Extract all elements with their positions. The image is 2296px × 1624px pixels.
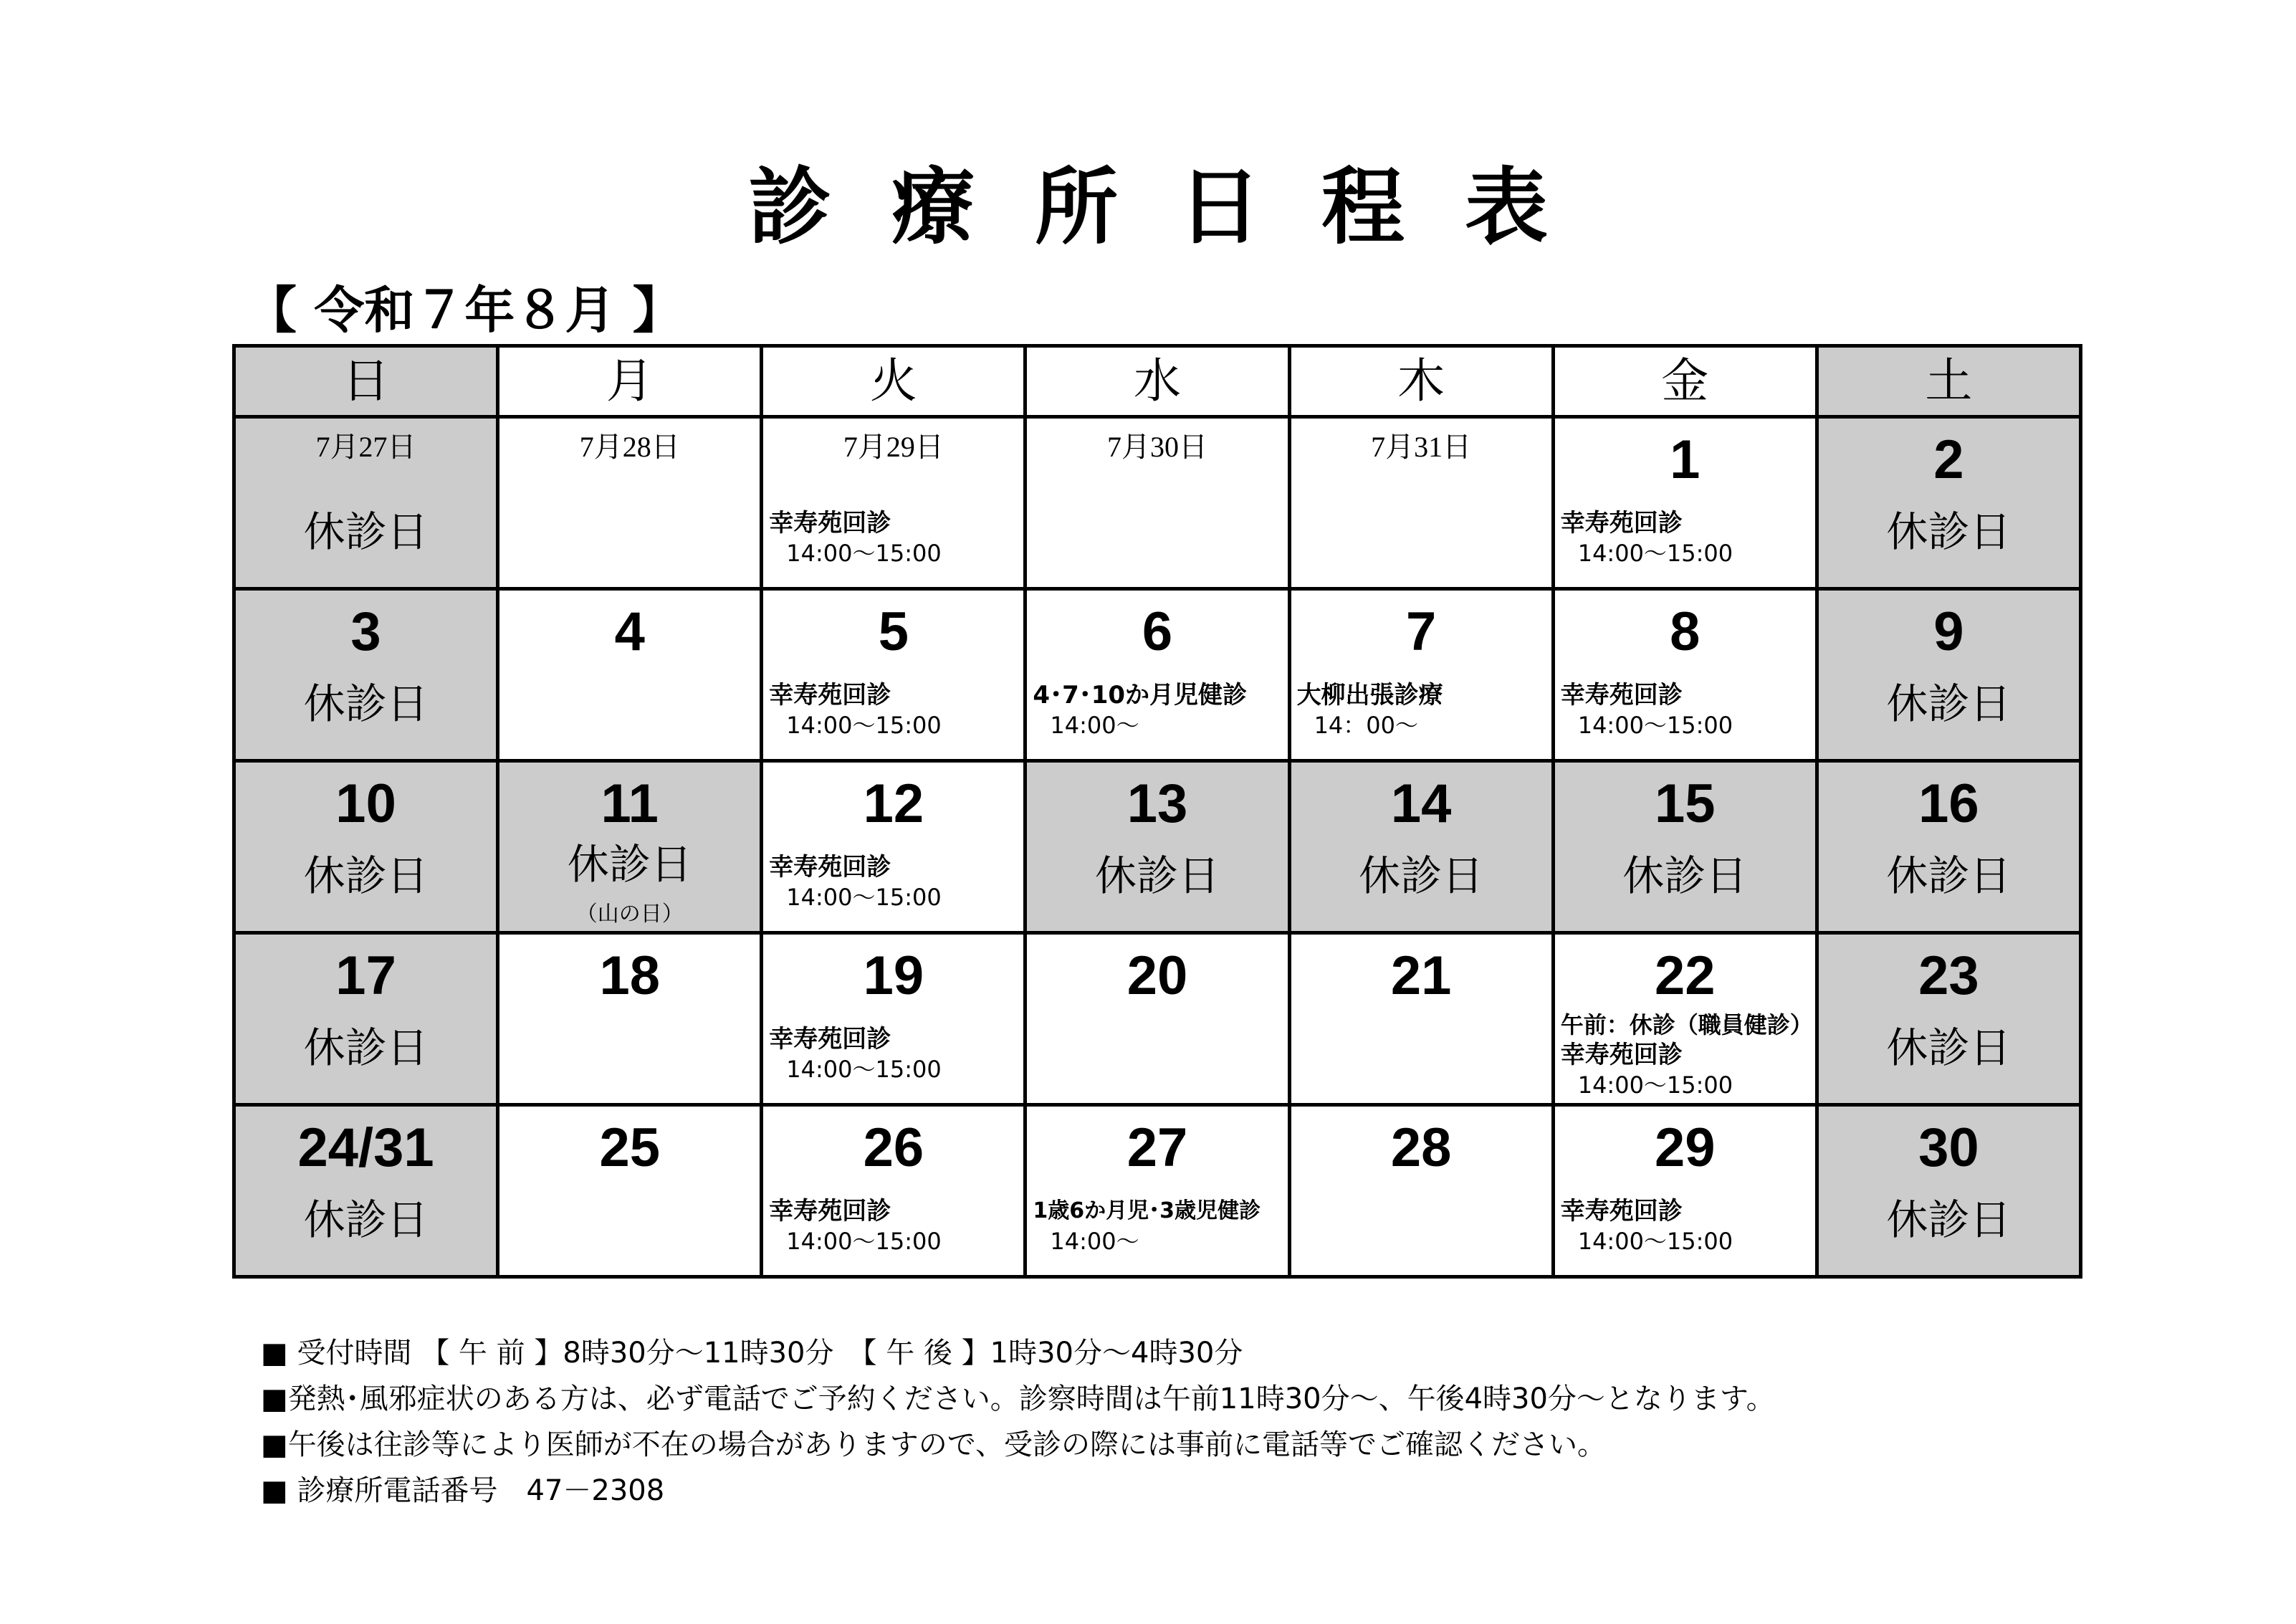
- footer-line: ■ 受付時間 【 午 前 】8時30分～11時30分 【 午 後 】1時30分～4時30分: [261, 1337, 1243, 1370]
- footer-line: ■ 診療所電話番号 47－2308: [261, 1474, 665, 1507]
- day-cell: [1553, 417, 1817, 589]
- visit-label: 幸寿苑回診: [769, 1197, 891, 1226]
- date-number: 2: [1933, 429, 1964, 490]
- event-time: 14:00～: [1050, 1228, 1139, 1255]
- date-number: 19: [863, 945, 924, 1006]
- date-number: 6: [1142, 601, 1173, 662]
- day-cell: [762, 417, 1025, 589]
- event-label: 大柳出張診療: [1296, 681, 1443, 710]
- day-cell: [498, 417, 762, 589]
- day-cell: [1817, 589, 2080, 761]
- date-number: 5: [878, 601, 909, 662]
- closed-label: 休診日: [303, 1195, 429, 1244]
- date-number: 12: [863, 773, 924, 834]
- holiday-name: （山の日）: [575, 902, 684, 927]
- day-cell: [1289, 417, 1553, 589]
- day-cell: [762, 761, 1025, 933]
- visit-time: 14:00～15:00: [786, 1056, 942, 1083]
- title-char: 所: [1035, 159, 1118, 256]
- day-cell: [762, 589, 1025, 761]
- visit-label: 幸寿苑回診: [1560, 1197, 1683, 1226]
- closed-label: 休診日: [1886, 1195, 2012, 1244]
- morning-note: 午前：休診（職員健診）: [1560, 1011, 1813, 1038]
- week-row: [234, 761, 2081, 933]
- date-number: 16: [1918, 773, 1979, 834]
- date-number: 9: [1933, 601, 1964, 662]
- date-number: 7月28日: [579, 431, 680, 463]
- closed-label: 休診日: [567, 840, 692, 889]
- visit-label: 幸寿苑回診: [769, 509, 891, 538]
- date-number: 7月27日: [315, 431, 416, 463]
- date-number: 1: [1670, 429, 1701, 490]
- title-char: 表: [1465, 159, 1548, 256]
- weekday-header: 火: [762, 346, 1025, 417]
- visit-time: 14:00～15:00: [1577, 540, 1733, 567]
- calendar-body: [234, 417, 2081, 1277]
- week-row: [234, 417, 2081, 589]
- event-time: 14:00～: [1050, 712, 1139, 739]
- visit-time: 14:00～15:00: [1577, 1071, 1733, 1099]
- date-number: 27: [1127, 1117, 1188, 1178]
- title-char: 療: [891, 159, 975, 256]
- weekday-header: 土: [1817, 346, 2080, 417]
- date-number: 17: [335, 945, 396, 1006]
- event-label: 4･7･10か月児健診: [1033, 681, 1248, 710]
- day-cell: [1289, 933, 1553, 1105]
- closed-label: 休診日: [1622, 851, 1748, 900]
- footer-notes: [261, 1330, 1775, 1514]
- day-cell: [498, 933, 762, 1105]
- title-char: 程: [1321, 159, 1405, 256]
- closed-label: 休診日: [1886, 507, 2012, 556]
- title-char: 日: [1178, 159, 1261, 256]
- visit-label: 幸寿苑回診: [769, 1025, 891, 1054]
- event-label: 1歳6か月児･3歳児健診: [1033, 1198, 1261, 1223]
- closed-label: 休診日: [1886, 851, 2012, 900]
- date-number: 13: [1127, 773, 1188, 834]
- date-number: 29: [1655, 1117, 1716, 1178]
- day-cell: [1553, 1105, 1817, 1277]
- visit-label: 幸寿苑回診: [1560, 681, 1683, 710]
- day-cell: [1025, 761, 1289, 933]
- date-number: 11: [601, 773, 659, 834]
- date-number: 23: [1918, 945, 1979, 1006]
- visit-time: 14:00～15:00: [786, 1228, 942, 1255]
- day-cell: [1289, 589, 1553, 761]
- day-cell: [1025, 933, 1289, 1105]
- visit-label: 幸寿苑回診: [1560, 1041, 1683, 1069]
- day-cell: [498, 1105, 762, 1277]
- footer-line: ■午後は往診等により医師が不在の場合がありますので、受診の際には事前に電話等でご確認ください。: [261, 1428, 1606, 1461]
- date-number: 7: [1405, 601, 1437, 662]
- day-cell: [1025, 1105, 1289, 1277]
- month-heading: 【 令和７年８月 】: [247, 281, 683, 340]
- date-number: 10: [335, 773, 396, 834]
- date-number: 4: [614, 601, 645, 662]
- day-cell: [762, 1105, 1025, 1277]
- day-cell: [234, 417, 498, 589]
- closed-label: 休診日: [303, 1023, 429, 1072]
- weekday-header: 木: [1289, 346, 1553, 417]
- day-cell: [1553, 933, 1817, 1105]
- date-number: 8: [1670, 601, 1701, 662]
- closed-label: 休診日: [303, 507, 429, 556]
- day-cell: [234, 933, 498, 1105]
- week-row: [234, 589, 2081, 761]
- schedule-calendar: [232, 344, 2082, 1279]
- event-time: 14：00～: [1314, 712, 1419, 739]
- visit-time: 14:00～15:00: [786, 712, 942, 739]
- day-cell: [1025, 417, 1289, 589]
- date-number: 14: [1390, 773, 1452, 834]
- title-char: 診: [748, 159, 831, 256]
- day-cell: [1817, 417, 2080, 589]
- day-cell: [1817, 1105, 2080, 1277]
- day-cell: [1553, 589, 1817, 761]
- visit-label: 幸寿苑回診: [769, 853, 891, 882]
- day-cell: [1817, 933, 2080, 1105]
- weekday-header-row: [234, 346, 2081, 417]
- date-number: 28: [1390, 1117, 1452, 1178]
- day-cell: [762, 933, 1025, 1105]
- date-number: 20: [1127, 945, 1188, 1006]
- day-cell: [1289, 761, 1553, 933]
- week-row: [234, 1105, 2081, 1277]
- visit-time: 14:00～15:00: [1577, 712, 1733, 739]
- page-title: [0, 154, 2296, 262]
- closed-label: 休診日: [1359, 851, 1484, 900]
- date-number: 30: [1918, 1117, 1979, 1178]
- day-cell: [1553, 761, 1817, 933]
- visit-label: 幸寿苑回診: [769, 681, 891, 710]
- date-number: 7月29日: [843, 431, 944, 463]
- closed-label: 休診日: [303, 851, 429, 900]
- weekday-header: 水: [1025, 346, 1289, 417]
- day-cell: [1289, 1105, 1553, 1277]
- week-row: [234, 933, 2081, 1105]
- date-number: 7月31日: [1371, 431, 1472, 463]
- day-cell: [498, 761, 762, 933]
- day-cell: [1817, 761, 2080, 933]
- date-number: 18: [599, 945, 660, 1006]
- closed-label: 休診日: [1886, 1023, 2012, 1072]
- day-cell: [498, 589, 762, 761]
- day-cell: [1025, 589, 1289, 761]
- day-cell: [234, 1105, 498, 1277]
- date-number: 15: [1655, 773, 1716, 834]
- day-cell: [234, 761, 498, 933]
- weekday-header: 月: [498, 346, 762, 417]
- date-number: 3: [350, 601, 381, 662]
- date-number: 25: [599, 1117, 660, 1178]
- date-number: 22: [1655, 945, 1716, 1006]
- visit-time: 14:00～15:00: [1577, 1228, 1733, 1255]
- visit-time: 14:00～15:00: [786, 540, 942, 567]
- visit-time: 14:00～15:00: [786, 884, 942, 911]
- visit-label: 幸寿苑回診: [1560, 509, 1683, 538]
- date-number: 26: [863, 1117, 924, 1178]
- weekday-header: 日: [234, 346, 498, 417]
- date-number: 24/31: [297, 1117, 434, 1178]
- date-number: 21: [1390, 945, 1452, 1006]
- day-cell: [234, 589, 498, 761]
- closed-label: 休診日: [1094, 851, 1220, 900]
- closed-label: 休診日: [303, 679, 429, 728]
- closed-label: 休診日: [1886, 679, 2012, 728]
- date-number: 7月30日: [1106, 431, 1207, 463]
- footer-line: ■発熱･風邪症状のある方は、必ず電話でご予約ください。診察時間は午前11時30分～、午後4時30分～となります。: [261, 1382, 1775, 1415]
- weekday-header: 金: [1553, 346, 1817, 417]
